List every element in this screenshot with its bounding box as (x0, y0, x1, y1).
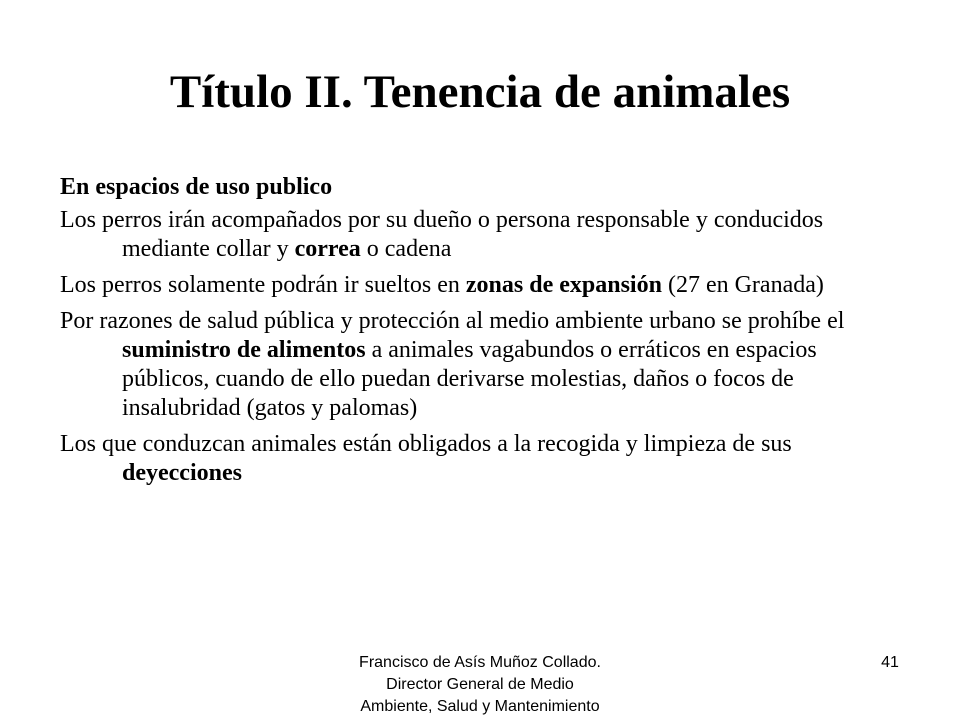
footer-author-line: Ambiente, Salud y Mantenimiento (360, 698, 600, 715)
paragraph-text: Los perros solamente podrán ir sueltos en (60, 272, 466, 298)
emphasis-text: suministro de alimentos (122, 337, 366, 363)
page-number: 41 (881, 654, 899, 671)
emphasis-text: correa (294, 236, 361, 262)
slide-title: Título II. Tenencia de animales (169, 66, 791, 118)
emphasis-text: deyecciones (122, 460, 242, 486)
paragraph-waste-collection (60, 430, 910, 488)
footer-author-line: Francisco de Asís Muñoz Collado. (359, 654, 601, 671)
slide-body (60, 171, 910, 495)
footer-author (305, 652, 655, 718)
footer-author-line: Director General de Medio (386, 676, 574, 693)
emphasis-text: zonas de expansión (465, 272, 662, 298)
paragraph-text: Los perros irán acompañados por su dueño o persona responsable y conducidos mediante collar y (60, 207, 824, 262)
paragraph-feeding-ban (60, 307, 910, 423)
paragraph-text: o cadena (360, 236, 452, 262)
paragraph-text: Por razones de salud pública y protección al medio ambiente urbano se prohíbe el (60, 308, 845, 334)
section-heading: En espacios de uso publico (60, 174, 333, 200)
paragraph-off-leash-zones (60, 271, 910, 300)
paragraph-text: (27 en Granada) (661, 272, 824, 298)
paragraph-text: a animales vagabundos o erráticos en espacios públicos, cuando de ello puedan derivarse molestias, daños o focos de insalubridad (gatos y palomas) (122, 337, 817, 421)
paragraph-text: Los que conduzcan animales están obligados a la recogida y limpieza de sus (60, 431, 792, 457)
paragraph-leash (60, 206, 910, 264)
